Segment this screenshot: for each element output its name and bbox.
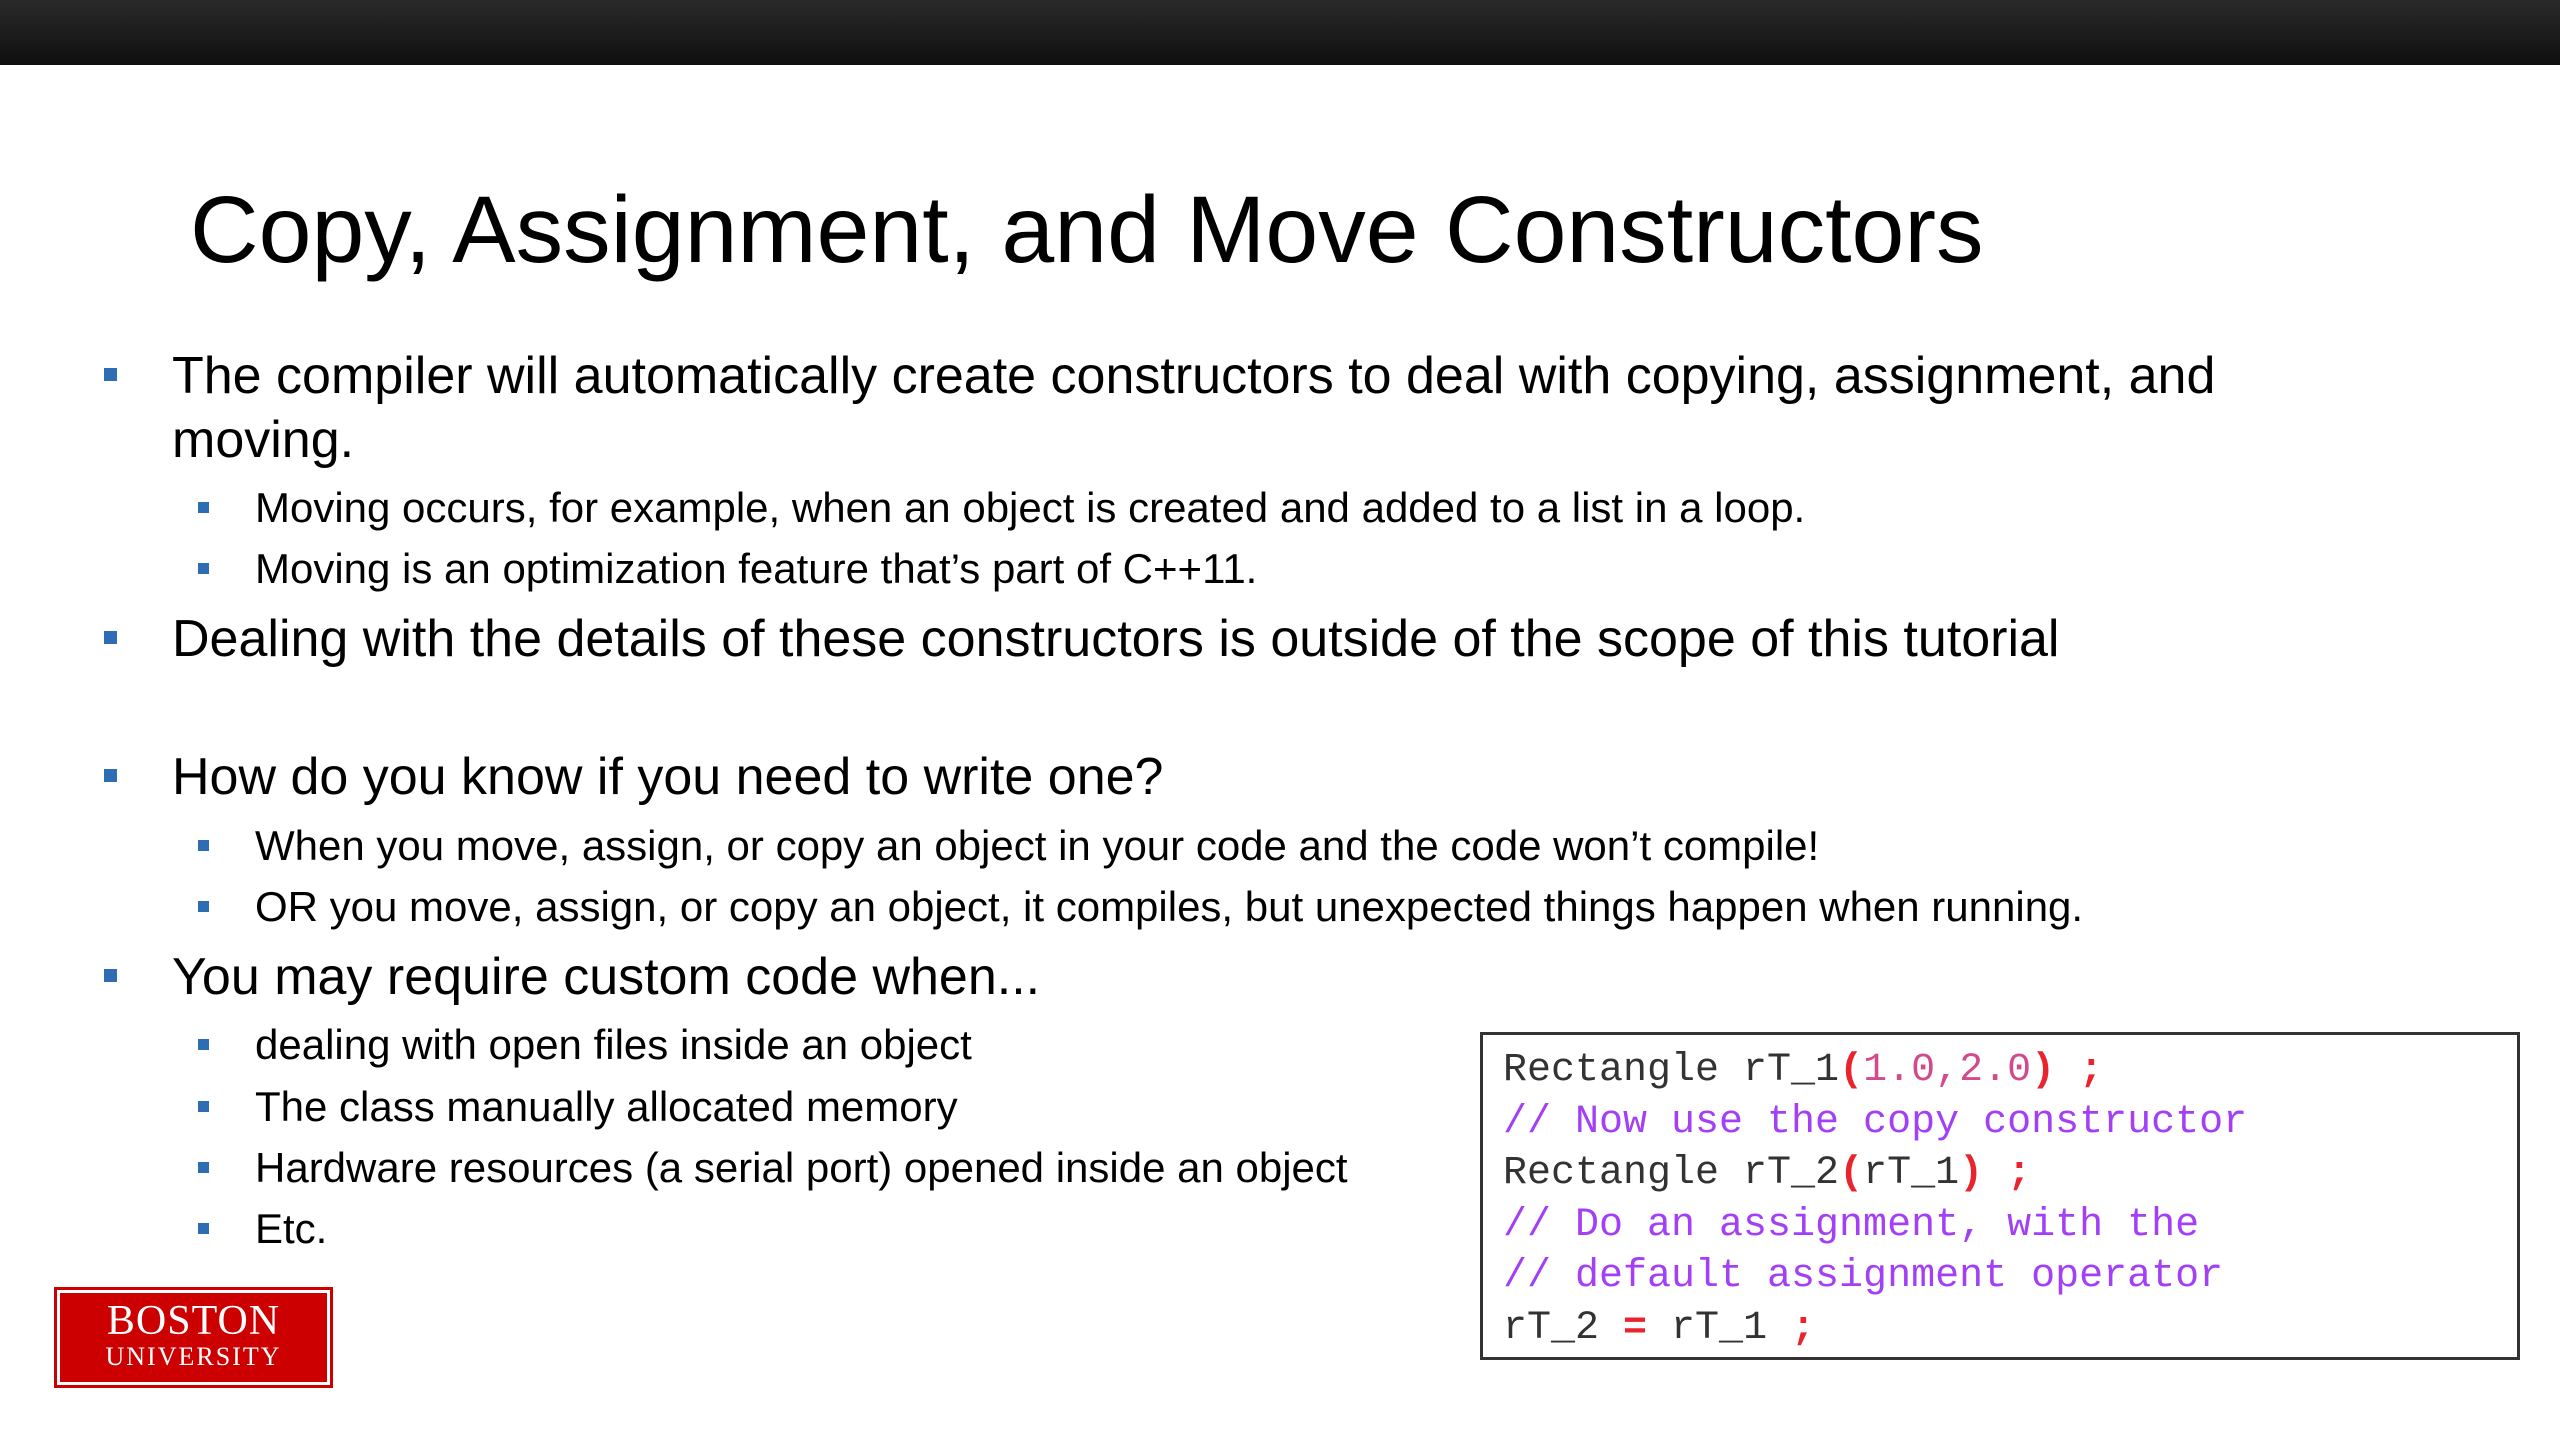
- code-semicolon: ;: [1791, 1305, 1816, 1351]
- code-text: Rectangle rT_2: [1503, 1151, 1840, 1196]
- sub-bullet-text: Hardware resources (a serial port) opened inside an object: [255, 1144, 1348, 1191]
- slide-title: Copy, Assignment, and Move Constructors: [190, 177, 1984, 283]
- code-comment: // Do an assignment, with the: [1503, 1202, 2200, 1248]
- bullet-text: Dealing with the details of these constructors is outside of the scope of this tutorial: [172, 610, 2060, 668]
- code-number: 2.0: [1959, 1048, 2032, 1093]
- sub-bullet-item: [255, 1199, 327, 1259]
- sub-bullet-text: When you move, assign, or copy an object in your code and the code won’t compile!: [255, 822, 1820, 869]
- code-text: rT_1: [1647, 1305, 1792, 1351]
- sub-bullet-text: Moving occurs, for example, when an object is created and added to a list in a loop.: [255, 484, 1806, 531]
- sub-bullet-text: Moving is an optimization feature that’s part of C++11.: [255, 545, 1258, 592]
- bullet-square-icon: [198, 840, 209, 851]
- bullet-square-icon: [104, 631, 117, 644]
- bullet-square-icon: [198, 1039, 209, 1050]
- code-paren: ): [2031, 1048, 2056, 1093]
- code-text: Rectangle rT_1: [1503, 1048, 1840, 1093]
- code-paren: ): [1959, 1151, 1984, 1196]
- sub-bullet-item: [255, 539, 1257, 599]
- bullet-square-icon: [198, 563, 209, 574]
- sub-bullet-text: Etc.: [255, 1205, 328, 1252]
- code-text: rT_2: [1503, 1305, 1624, 1351]
- bullet-square-icon: [198, 502, 209, 513]
- boston-university-logo: [57, 1290, 330, 1385]
- code-semicolon: ;: [1983, 1151, 2032, 1196]
- sub-bullet-item: [255, 816, 1819, 876]
- bullet-square-icon: [104, 969, 117, 982]
- sub-bullet-text: The class manually allocated memory: [255, 1083, 958, 1130]
- bullet-item: [172, 945, 1040, 1009]
- sub-bullet-item: [255, 1138, 1348, 1198]
- code-number: 1.0: [1863, 1048, 1936, 1093]
- bullet-item: [172, 607, 2059, 671]
- code-comment: // default assignment operator: [1503, 1254, 2224, 1299]
- bullet-item: [172, 344, 2215, 408]
- sub-bullet-item: [255, 1077, 958, 1137]
- code-comment: // Now use the copy constructor: [1503, 1099, 2248, 1145]
- code-line: [1503, 1303, 2517, 1355]
- bullet-text: How do you know if you need to write one?: [172, 748, 1164, 806]
- bullet-square-icon: [198, 1101, 209, 1112]
- sub-bullet-text: OR you move, assign, or copy an object, it compiles, but unexpected things happen when running.: [255, 883, 2084, 930]
- bullet-square-icon: [104, 368, 117, 381]
- code-comma: ,: [1935, 1048, 1960, 1093]
- bullet-text: You may require custom code when...: [172, 948, 1041, 1006]
- code-line: [1503, 1148, 2517, 1200]
- sub-bullet-item: [255, 478, 1805, 538]
- code-text: rT_1: [1863, 1151, 1960, 1196]
- bullet-text: moving.: [172, 411, 355, 469]
- code-semicolon: ;: [2055, 1048, 2104, 1093]
- bullet-square-icon: [198, 1162, 209, 1173]
- bullet-item: [172, 745, 1163, 809]
- bullet-text: The compiler will automatically create constructors to deal with copying, assignment, and: [172, 347, 2216, 405]
- logo-line-1: BOSTON: [106, 1298, 281, 1344]
- bullet-square-icon: [104, 769, 117, 782]
- code-paren: (: [1839, 1151, 1864, 1196]
- bullet-square-icon: [198, 1223, 209, 1234]
- sub-bullet-item: [255, 877, 2083, 937]
- sub-bullet-item: [255, 1015, 972, 1075]
- bullet-continuation: [172, 408, 354, 472]
- code-snippet: [1480, 1032, 2520, 1360]
- code-operator: =: [1623, 1305, 1648, 1351]
- bullet-square-icon: [198, 901, 209, 912]
- logo-line-2: UNIVERSITY: [105, 1342, 282, 1371]
- code-paren: (: [1839, 1048, 1864, 1093]
- sub-bullet-text: dealing with open files inside an object: [255, 1021, 972, 1068]
- code-line: [1503, 1045, 2517, 1097]
